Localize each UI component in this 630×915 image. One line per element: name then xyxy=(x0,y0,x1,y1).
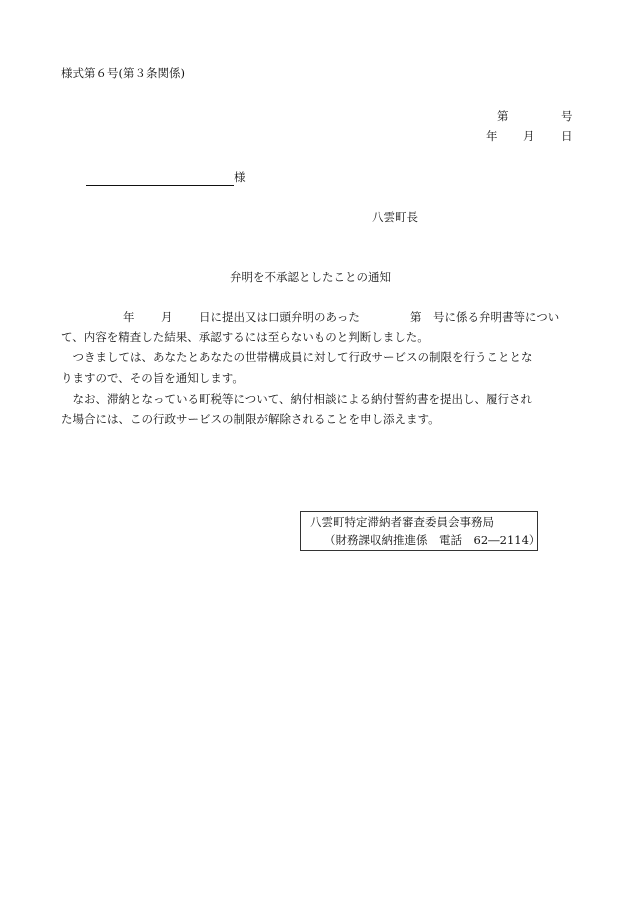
contact-office: 八雲町特定滞納者審査委員会事務局 xyxy=(310,515,494,529)
notice-title: 弁明を不承認としたことの通知 xyxy=(230,270,391,284)
issue-date-month: 月 xyxy=(523,129,535,143)
body-line-1-number-text: 第 号に係る弁明書等につい xyxy=(410,310,560,324)
body-line-3: つきましては、あなたとあなたの世帯構成員に対して行政サービスの制限を行うこととな xyxy=(61,350,533,364)
addressee-honorific: 様 xyxy=(234,170,246,184)
contact-detail: （財務課収納推進係 電話 62―2114） xyxy=(324,533,541,547)
sender-name: 八雲町長 xyxy=(372,210,418,224)
body-line-4: りますので、その旨を通知します。 xyxy=(61,371,244,385)
body-line-1-year: 年 xyxy=(123,310,135,324)
document-number-go: 号 xyxy=(561,109,573,123)
form-label: 様式第６号(第３条関係) xyxy=(61,66,185,80)
addressee-blank-line xyxy=(86,185,234,186)
issue-date-day: 日 xyxy=(561,129,573,143)
body-line-1-day-text: 日に提出又は口頭弁明のあった xyxy=(199,310,360,324)
document-number-dai: 第 xyxy=(497,109,509,123)
contact-box xyxy=(300,511,541,551)
body-line-2: て、内容を精査した結果、承認するには至らないものと判断しました。 xyxy=(61,330,429,344)
body-line-5: なお、滞納となっている町税等について、納付相談による納付誓約書を提出し、履行され xyxy=(61,392,533,406)
body-line-1-month: 月 xyxy=(161,310,173,324)
body-line-6: た場合には、この行政サービスの制限が解除されることを申し添えます。 xyxy=(61,412,440,426)
issue-date-year: 年 xyxy=(486,129,498,143)
